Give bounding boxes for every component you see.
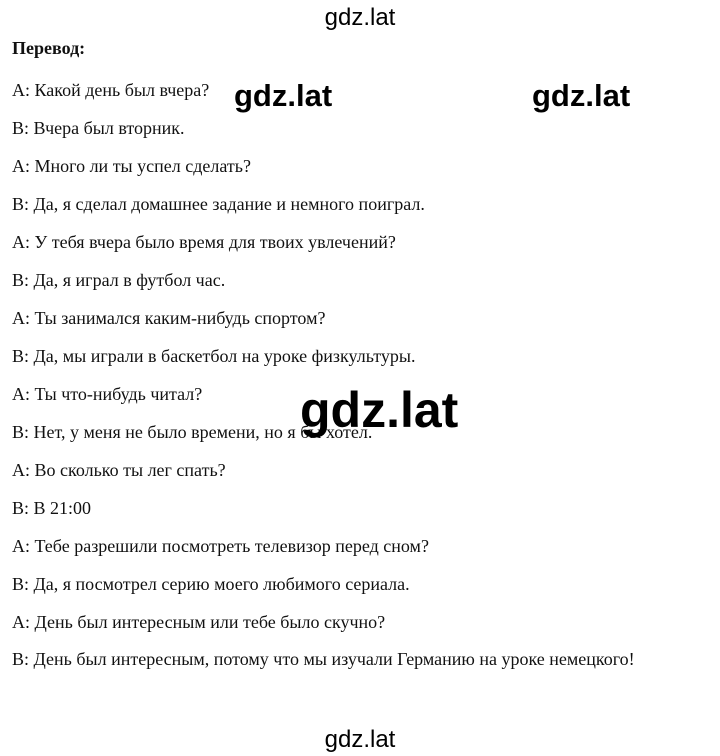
watermark-center: gdz.lat (300, 382, 459, 438)
watermark-bottom: gdz.lat (324, 726, 396, 753)
dialogue-line-13: A: Тебе разрешили посмотреть телевизор перед сном? (12, 536, 429, 556)
dialogue-line-6: B: Да, я играл в футбол час. (12, 270, 226, 290)
watermark-bold-2: gdz.lat (528, 80, 634, 111)
watermark-bold-1: gdz.lat (230, 80, 336, 111)
dialogue-line-7: A: Ты занимался каким-нибудь спортом? (12, 308, 326, 328)
dialogue-line-11: A: Во сколько ты лег спать? (12, 460, 226, 480)
dialogue-line-12: B: В 21:00 (12, 498, 92, 518)
dialogue-line-14: B: Да, я посмотрел серию моего любимого сериала. (12, 574, 410, 594)
dialogue-line-15: A: День был интересным или тебе было скучно? (12, 612, 386, 632)
dialogue-line-9: A: Ты что-нибудь читал? (12, 384, 203, 404)
dialogue-line-2: B: Вчера был вторник. (12, 118, 185, 138)
dialogue-line-5: A: У тебя вчера было время для твоих увлечений? (12, 232, 396, 252)
dialogue-line-1: A: Какой день был вчера? (12, 80, 210, 100)
dialogue-line-10: B: Нет, у меня не было времени, но я бы хотел. (12, 422, 373, 442)
dialogue-line-8: B: Да, мы играли в баскетбол на уроке физкультуры. (12, 346, 416, 366)
dialogue-line-16: B: День был интересным, потому что мы изучали Германию на уроке немецкого! (12, 649, 635, 669)
dialogue-line-4: B: Да, я сделал домашнее задание и немного поиграл. (12, 194, 425, 214)
dialogue-line-3: A: Много ли ты успел сделать? (12, 156, 251, 176)
watermark-top: gdz.lat (324, 4, 396, 31)
page-heading: Перевод: (12, 38, 86, 58)
